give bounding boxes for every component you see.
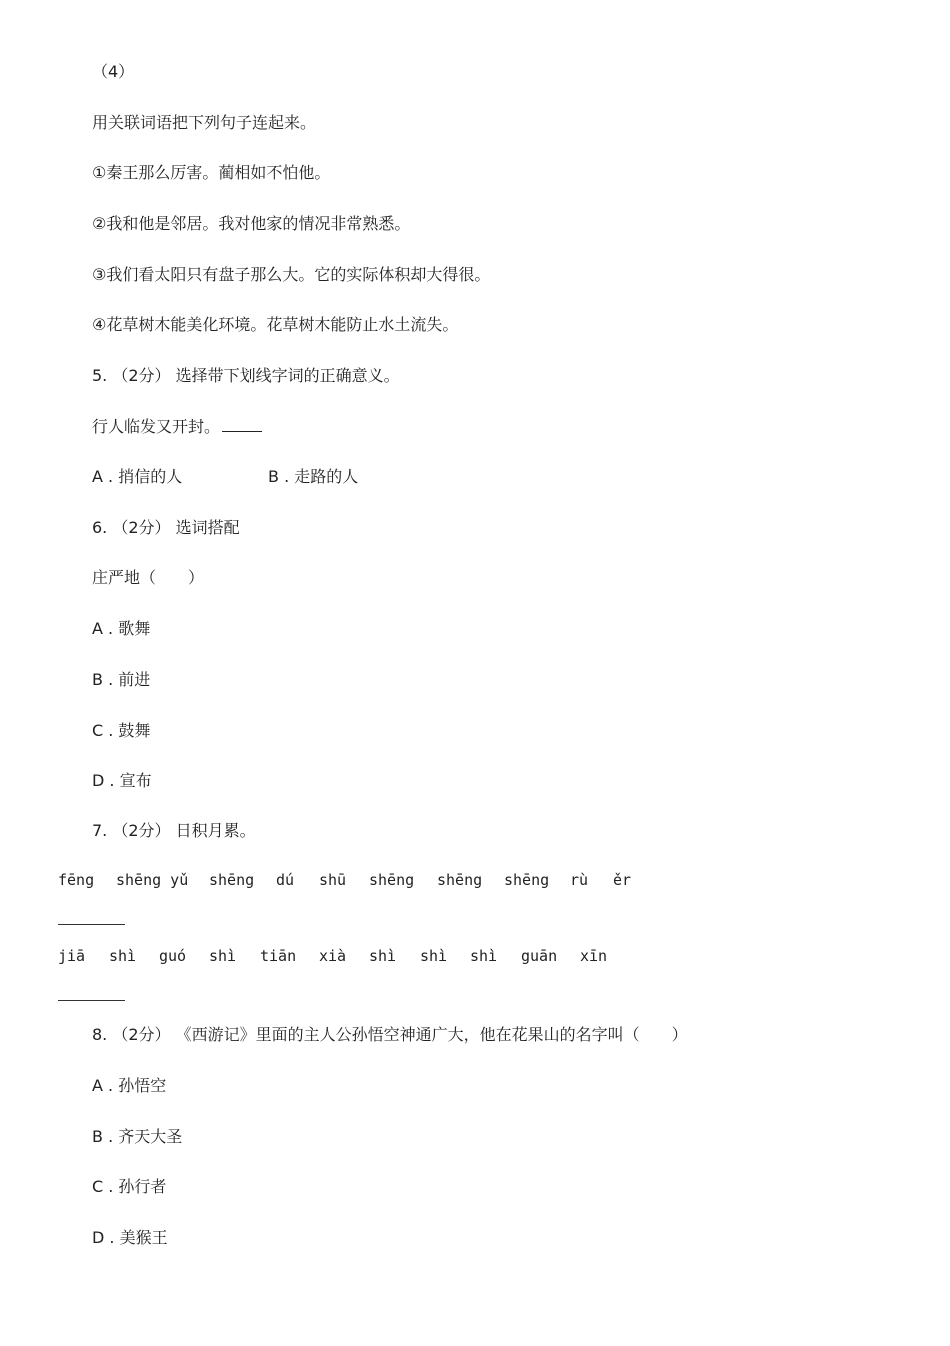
question-8-option-b[interactable]: B . 齐天大圣 [92, 1127, 183, 1146]
pinyin-syllable: xīn [580, 947, 608, 965]
question-4-instruction: 用关联词语把下列句子连起来。 [92, 113, 317, 132]
question-5-sentence-row [92, 417, 262, 437]
question-8-option-a[interactable]: A . 孙悟空 [92, 1076, 167, 1095]
answer-blank[interactable] [222, 417, 262, 432]
question-4-sentence-3: ③我们看太阳只有盘子那么大。它的实际体积却大得很。 [92, 265, 491, 284]
pinyin-syllable: guān [521, 947, 558, 965]
pinyin-syllable: guó [159, 947, 187, 965]
question-5-header: 5. （2分） 选择带下划线字词的正确意义。 [92, 366, 400, 385]
question-6-header: 6. （2分） 选词搭配 [92, 518, 240, 537]
pinyin-syllable: fēng [58, 871, 95, 889]
question-8-option-c[interactable]: C . 孙行者 [92, 1177, 167, 1196]
answer-line-2[interactable] [58, 1000, 125, 1001]
pinyin-syllable: shì [209, 947, 237, 965]
question-6-option-a[interactable]: A . 歌舞 [92, 619, 151, 638]
question-7-header: 7. （2分） 日积月累。 [92, 821, 256, 840]
pinyin-syllable: shū [319, 871, 347, 889]
pinyin-syllable: xià [319, 947, 347, 965]
pinyin-syllable: rù [570, 871, 589, 889]
question-8-header: 8. （2分） 《西游记》里面的主人公孙悟空神通广大，他在花果山的名字叫（ ） [92, 1025, 688, 1044]
question-4-number: （4） [92, 62, 135, 81]
pinyin-syllable: shì [420, 947, 448, 965]
pinyin-syllable: shēng [504, 871, 550, 889]
question-5-option-b[interactable]: B . 走路的人 [268, 467, 359, 486]
pinyin-syllable: dú [276, 871, 295, 889]
question-6-option-c[interactable]: C . 鼓舞 [92, 721, 151, 740]
pinyin-syllable: shì [470, 947, 498, 965]
pinyin-syllable: shēng yǔ [116, 871, 189, 889]
question-6-stem: 庄严地（ ） [92, 568, 205, 587]
pinyin-syllable: shēng [209, 871, 255, 889]
question-5-option-a[interactable]: A . 捎信的人 [92, 467, 183, 486]
pinyin-syllable: ěr [613, 871, 632, 889]
question-6-option-b[interactable]: B . 前进 [92, 670, 151, 689]
pinyin-syllable: shì [369, 947, 397, 965]
question-8-option-d[interactable]: D . 美猴王 [92, 1228, 168, 1247]
question-4-sentence-1: ①秦王那么厉害。蔺相如不怕他。 [92, 163, 331, 182]
pinyin-syllable: shēng [437, 871, 483, 889]
question-5-sentence: 行人临发又开封。 [92, 417, 221, 436]
pinyin-syllable: jiā [58, 947, 86, 965]
pinyin-syllable: tiān [260, 947, 297, 965]
question-6-option-d[interactable]: D . 宣布 [92, 771, 152, 790]
answer-line-1[interactable] [58, 924, 125, 925]
pinyin-syllable: shēng [369, 871, 415, 889]
question-4-sentence-2: ②我和他是邻居。我对他家的情况非常熟悉。 [92, 214, 411, 233]
pinyin-syllable: shì [109, 947, 137, 965]
question-4-sentence-4: ④花草树木能美化环境。花草树木能防止水土流失。 [92, 315, 459, 334]
